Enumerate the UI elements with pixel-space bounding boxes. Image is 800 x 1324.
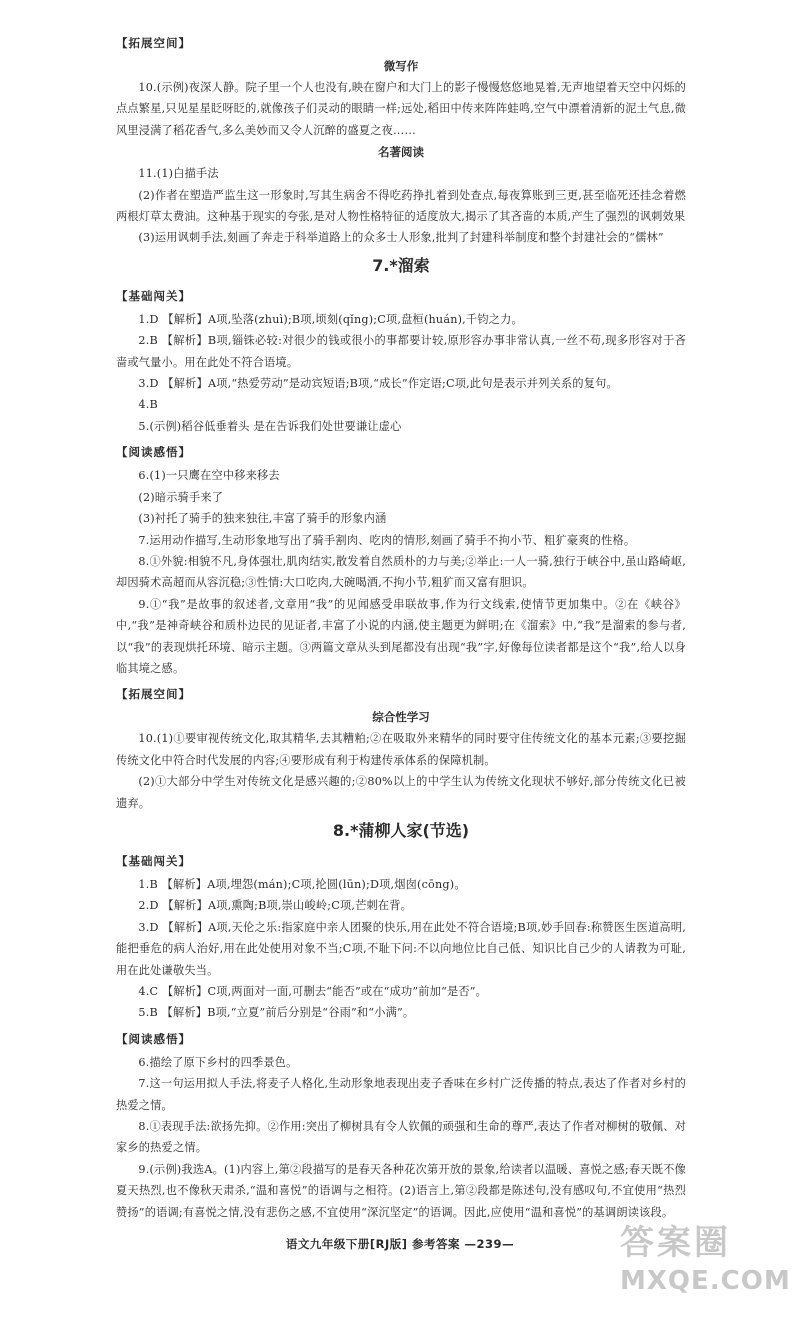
answer-paragraph: 5.B 【解析】B项,“立夏”前后分别是“谷雨”和“小满”。 — [138, 1006, 415, 1020]
answer-paragraph: (2)暗示骑手来了 — [138, 490, 224, 504]
section-tag: 【基础闯关】 — [116, 288, 191, 303]
answer-paragraph: (3)运用讽刺手法,刻画了奔走于科举道路上的众多士人形象,批判了封建科举制度和整个封建社会的“儒林” — [138, 231, 664, 245]
watermark-logo — [620, 1222, 795, 1322]
answer-paragraph: 1.B 【解析】A项,埋怨(mán);C项,抡圆(lūn);D项,烟囱(cōng)。 — [138, 877, 466, 891]
answer-paragraph: 4.C 【解析】C项,两面对一面,可删去“能否”或在“成功”前加“是否”。 — [138, 985, 488, 998]
section-tag: 【基础闯关】 — [116, 853, 191, 868]
subsection-title: 微写作 — [383, 59, 419, 73]
answer-paragraph: 9.①“我”是故事的叙述者,文章用“我”的见闻感受串联故事,作为行文线索,使情节更加集中。②在《峡谷》中,“我”是神奇峡谷和质朴边民的见证者,丰富了小说的内涵,使主题更为鲜明;在《溜索》中,“我”是溜索的参与者,以“我”的表现烘托环境、暗示主题。③两篇文章从头到尾都没有出现“我”字,好像每位读者都是这个“我”,给人以身临其境之感。 — [116, 597, 686, 675]
answer-paragraph: 9.(示例)我选A。(1)内容上,第②段描写的是春天各种花次第开放的景象,给读者以温暖、喜悦之感;春天既不像夏天热烈,也不像秋天肃杀,“温和喜悦”的语调与之相符。(2)语言上,第②段都是陈述句,没有感叹句,不宜使用“热烈赞扬”的语调;有喜悦之情,没有悲伤之感,不宜使用“深沉坚定”的语调。因此,应使用“温和喜悦”的基调朗读该段。 — [116, 1162, 686, 1219]
answer-paragraph: (2)①大部分中学生对传统文化是感兴趣的;②80%以上的中学生认为传统文化现状不够好,部分传统文化已被遗弃。 — [116, 775, 686, 810]
answer-key-page — [116, 28, 686, 1223]
section-tag: 【阅读感悟】 — [116, 445, 191, 460]
section-tag: 【拓展空间】 — [116, 687, 191, 702]
answer-paragraph: 11.(1)白描手法 — [138, 167, 219, 181]
answer-paragraph: 5.(示例)稻谷低垂着头 是在告诉我们处世要谦让虚心 — [138, 419, 402, 433]
subsection-title: 名著阅读 — [378, 145, 424, 160]
lesson-title: 7.*溜索 — [372, 255, 430, 275]
answer-paragraph: 6.(1)一只鹰在空中移来移去 — [138, 469, 280, 483]
section-tag: 【拓展空间】 — [116, 36, 191, 50]
answer-paragraph: 2.D 【解析】A项,熏陶;B项,崇山峻岭;C项,芒刺在背。 — [138, 899, 413, 913]
subsection-title: 综合性学习 — [372, 710, 430, 725]
answer-paragraph: 10.(示例)夜深人静。院子里一个人也没有,映在窗户和大门上的影子慢慢悠悠地晃着,无声地望着天空中闪烁的点点繁星,只见星星眨呀眨的,就像孩子们灵动的眼睛一样;远处,稻田中传来阵阵蛙鸣,空气中漂着清新的泥土气息,微风里浸满了稻花香气,多么美妙而又令人沉醉的盛夏之夜…… — [116, 81, 686, 137]
answer-paragraph: 4.B — [138, 398, 158, 412]
section-tag: 【阅读感悟】 — [116, 1031, 191, 1046]
answer-paragraph: 2.B 【解析】B项,锱铢必较:对很少的钱或很小的事都要计较,原形容办事非常认真,一丝不苟,现多形容对于吝啬或气量小。用在此处不符合语境。 — [116, 334, 686, 369]
answer-paragraph: 3.D 【解析】A项,“热爱劳动”是动宾短语;B项,“成长”作定语;C项,此句是表示并列关系的复句。 — [138, 377, 618, 391]
page-footer: 语文九年级下册[RJ版] 参考答案 —239— — [285, 1237, 515, 1251]
answer-paragraph: 8.①外貌:相貌不凡,身体强壮,肌肉结实,散发着自然质朴的力与美;②举止:一人一骑,独行于峡谷中,虽山路崎岖,却因骑术高超而从容沉稳;③性情:大口吃肉,大碗喝酒,不拘小节,粗犷而又富有胆识。 — [116, 554, 686, 590]
answer-paragraph: (3)衬托了骑手的独来独往,丰富了骑手的形象内涵 — [138, 512, 387, 526]
answer-paragraph: 7.运用动作描写,生动形象地写出了骑手割肉、吃肉的情形,刻画了骑手不拘小节、粗犷豪爽的性格。 — [138, 533, 636, 547]
answer-paragraph: 1.D 【解析】A项,坠落(zhuì);B项,顷刻(qǐng);C项,盘桓(huán),千钧之力。 — [138, 312, 523, 326]
answer-paragraph: 8.①表现手法:欲扬先抑。②作用:突出了柳树具有令人钦佩的顽强和生命的尊严,表达了作者对柳树的敬佩、对家乡的热爱之情。 — [116, 1120, 686, 1155]
answer-paragraph: (2)作者在塑造严监生这一形象时,写其生病舍不得吃药挣扎着到处查点,每夜算账到三更,甚至临死还挂念着燃两根灯草太费油。这种基于现实的夸张,是对人物性格特征的适度放大,揭示了其吝啬的本质,产生了强烈的讽刺效果 — [116, 188, 686, 224]
answer-paragraph: 10.(1)①要审视传统文化,取其精华,去其糟粕;②在吸取外来精华的同时要守住传统文化的基本元素;③要挖掘传统文化中符合时代发展的内容;④要形成有利于构建传承体系的保障机制。 — [116, 732, 686, 767]
watermark-bottom-text: MXQE.COM — [620, 1266, 791, 1296]
lesson-title: 8.*蒲柳人家(节选) — [332, 820, 470, 840]
answer-paragraph: 3.D 【解析】A项,天伦之乐:指家庭中亲人团聚的快乐,用在此处不符合语境;B项,妙手回春:称赞医生医道高明,能把垂危的病人治好,用在此处使用对象不当;C项,不耻下问:不以向地位比自己低、知识比自己少的人请教为可耻,用在此处谦敬失当。 — [116, 920, 686, 977]
watermark-top-text: 答案圈 — [620, 1223, 731, 1263]
answer-paragraph: 6.描绘了原下乡村的四季景色。 — [138, 1055, 298, 1069]
answer-paragraph: 7.这一句运用拟人手法,将麦子人格化,生动形象地表现出麦子香味在乡村广泛传播的特点,表达了作者对乡村的热爱之情。 — [116, 1077, 686, 1112]
